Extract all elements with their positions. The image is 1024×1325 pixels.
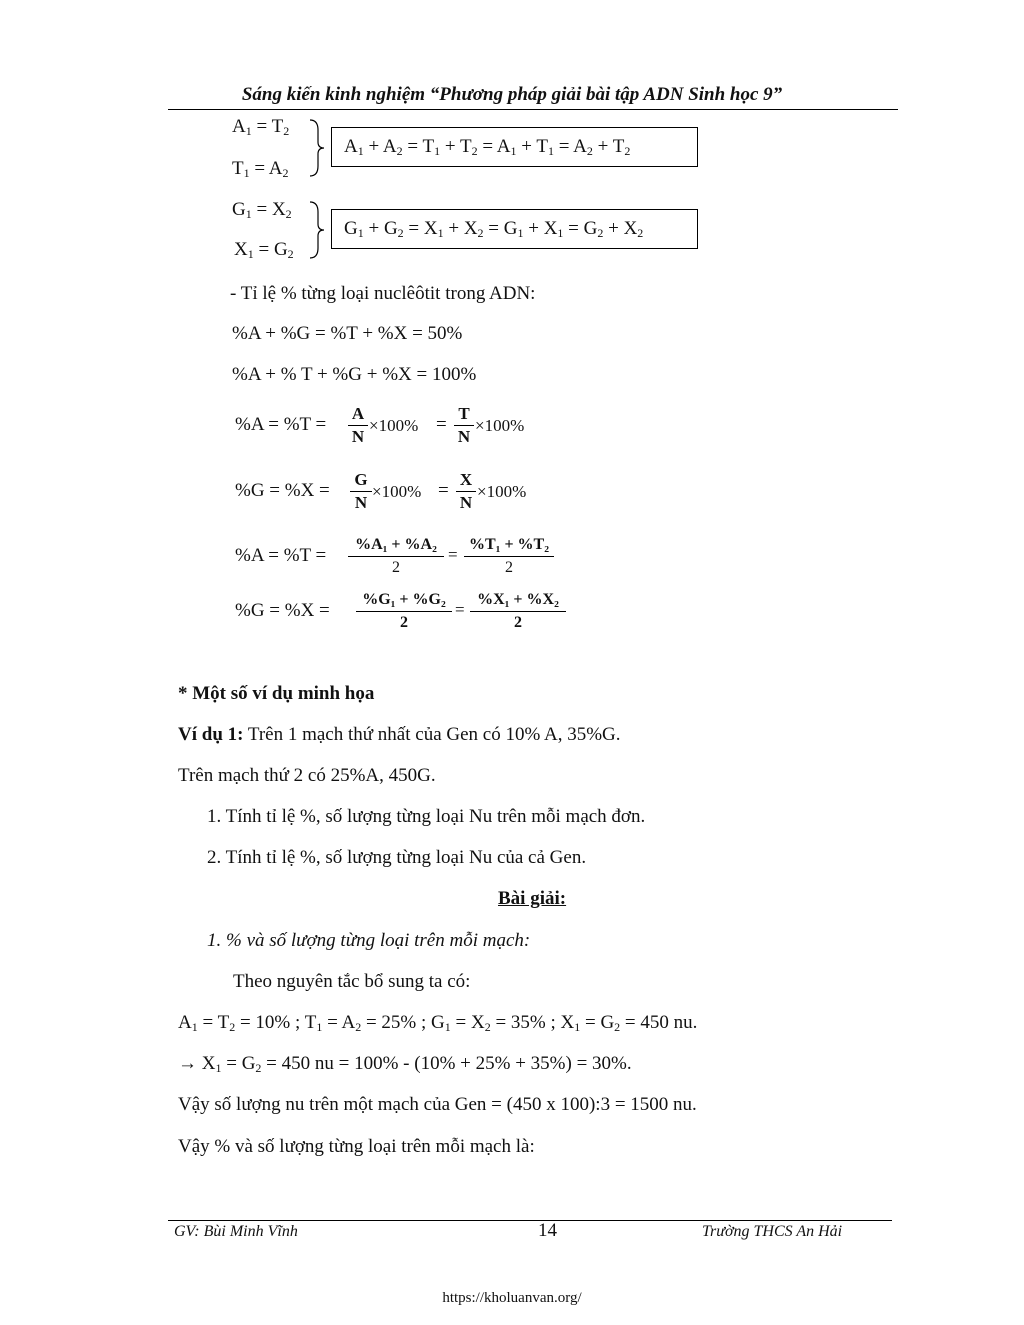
right-brace-icon xyxy=(308,118,328,178)
solution-step-1: 1. % và số lượng từng loại trên mỗi mạch: xyxy=(207,930,531,951)
eq-x1-g2: $X_1 = G_2$ xyxy=(234,239,294,261)
footer-school: Trường THCS An Hải xyxy=(702,1223,843,1240)
formula4-equals: = xyxy=(455,600,465,619)
footer-rule xyxy=(168,1220,892,1221)
formula1-frac-a: A N xyxy=(348,404,368,447)
eq-50-percent: %A + %G = %T + %X = 50% xyxy=(232,323,463,344)
eq-g1-x2: $G_1 = X_2$ xyxy=(232,199,292,221)
examples-heading: * Một số ví dụ minh họa xyxy=(178,683,375,704)
formula2-frac-x: X N xyxy=(456,470,476,513)
formula3-equals: = xyxy=(448,545,458,564)
footer-page-number: 14 xyxy=(538,1220,557,1241)
example1-line1: Ví dụ 1: Trên 1 mạch thứ nhất của Gen có 10% A, 35%G. xyxy=(178,724,621,745)
source-url[interactable]: https://kholuanvan.org/ xyxy=(442,1290,582,1306)
ratio-intro: - Tỉ lệ % từng loại nuclêôtit trong ADN: xyxy=(230,283,536,304)
formula2-frac-g: G N xyxy=(350,470,372,513)
solution-summary-lead: Vậy % và số lượng từng loại trên mỗi mạch là: xyxy=(178,1136,535,1157)
solution-equalities: $A_1 = T_2 = 10\%$ ; $T_1 = A_2 = 25\%$ ; $G_1 = X_2 = 35\%$ ; $X_1 = G_2 = 450$ nu. xyxy=(178,1012,698,1034)
formula1-mult2: ×100% xyxy=(475,416,525,435)
header-rule xyxy=(168,109,898,110)
sum-box-gx: $G_1 + G_2 = X_1 + X_2 = G_1 + X_1 = G_2 + X_2$ xyxy=(331,209,698,249)
page-header-title: Sáng kiến kinh nghiệm “Phương pháp giải bài tập ADN Sinh học 9” xyxy=(241,84,783,105)
formula3-frac-t: %T₁ + %T₂ 2 xyxy=(464,535,554,578)
sum-box-at: $A_1 + A_2 = T_1 + T_2 = A_1 + T_1 = A_2 + T_2$ xyxy=(331,127,698,167)
question-1: 1. Tính tỉ lệ %, số lượng từng loại Nu trên mỗi mạch đơn. xyxy=(207,806,646,827)
footer-author: GV: Bùi Minh Vĩnh xyxy=(174,1223,298,1240)
formula1-mult: ×100% xyxy=(369,416,419,435)
solution-total-nu: Vậy số lượng nu trên một mạch của Gen = (450 x 100):3 = 1500 nu. xyxy=(178,1094,697,1115)
formula3-frac-a: %A₁ + %A₂ 2 xyxy=(348,535,444,578)
example1-line2: Trên mạch thứ 2 có 25%A, 450G. xyxy=(178,765,436,786)
eq-t1-a2: $T_1 = A_2$ xyxy=(232,158,289,180)
question-2: 2. Tính tỉ lệ %, số lượng từng loại Nu của cả Gen. xyxy=(207,847,587,868)
eq-a1-t2: $A_1 = T_2$ xyxy=(232,116,290,138)
formula2-mult: ×100% xyxy=(372,482,422,501)
right-brace-icon xyxy=(308,200,328,260)
solution-x1-result: → $X_1 = G_2 = 450$ nu = 100% - (10% + 25% + 35%) = 30%. xyxy=(178,1053,632,1075)
formula2-equals: = xyxy=(438,480,449,501)
formula4-frac-g: %G₁ + %G₂ 2 xyxy=(356,590,452,633)
formula3-lhs: %A = %T = xyxy=(235,545,327,566)
formula1-lhs: %A = %T = xyxy=(235,414,327,435)
formula2-mult2: ×100% xyxy=(477,482,527,501)
formula4-frac-x: %X₁ + %X₂ 2 xyxy=(470,590,566,633)
solution-complement-rule: Theo nguyên tắc bổ sung ta có: xyxy=(233,971,471,992)
eq-100-percent: %A + % T + %G + %X = 100% xyxy=(232,364,477,385)
formula1-equals: = xyxy=(436,414,447,435)
formula2-lhs: %G = %X = xyxy=(235,480,330,501)
formula1-frac-t: T N xyxy=(454,404,474,447)
formula4-lhs: %G = %X = xyxy=(235,600,330,621)
solution-heading: Bài giải: xyxy=(498,888,567,909)
